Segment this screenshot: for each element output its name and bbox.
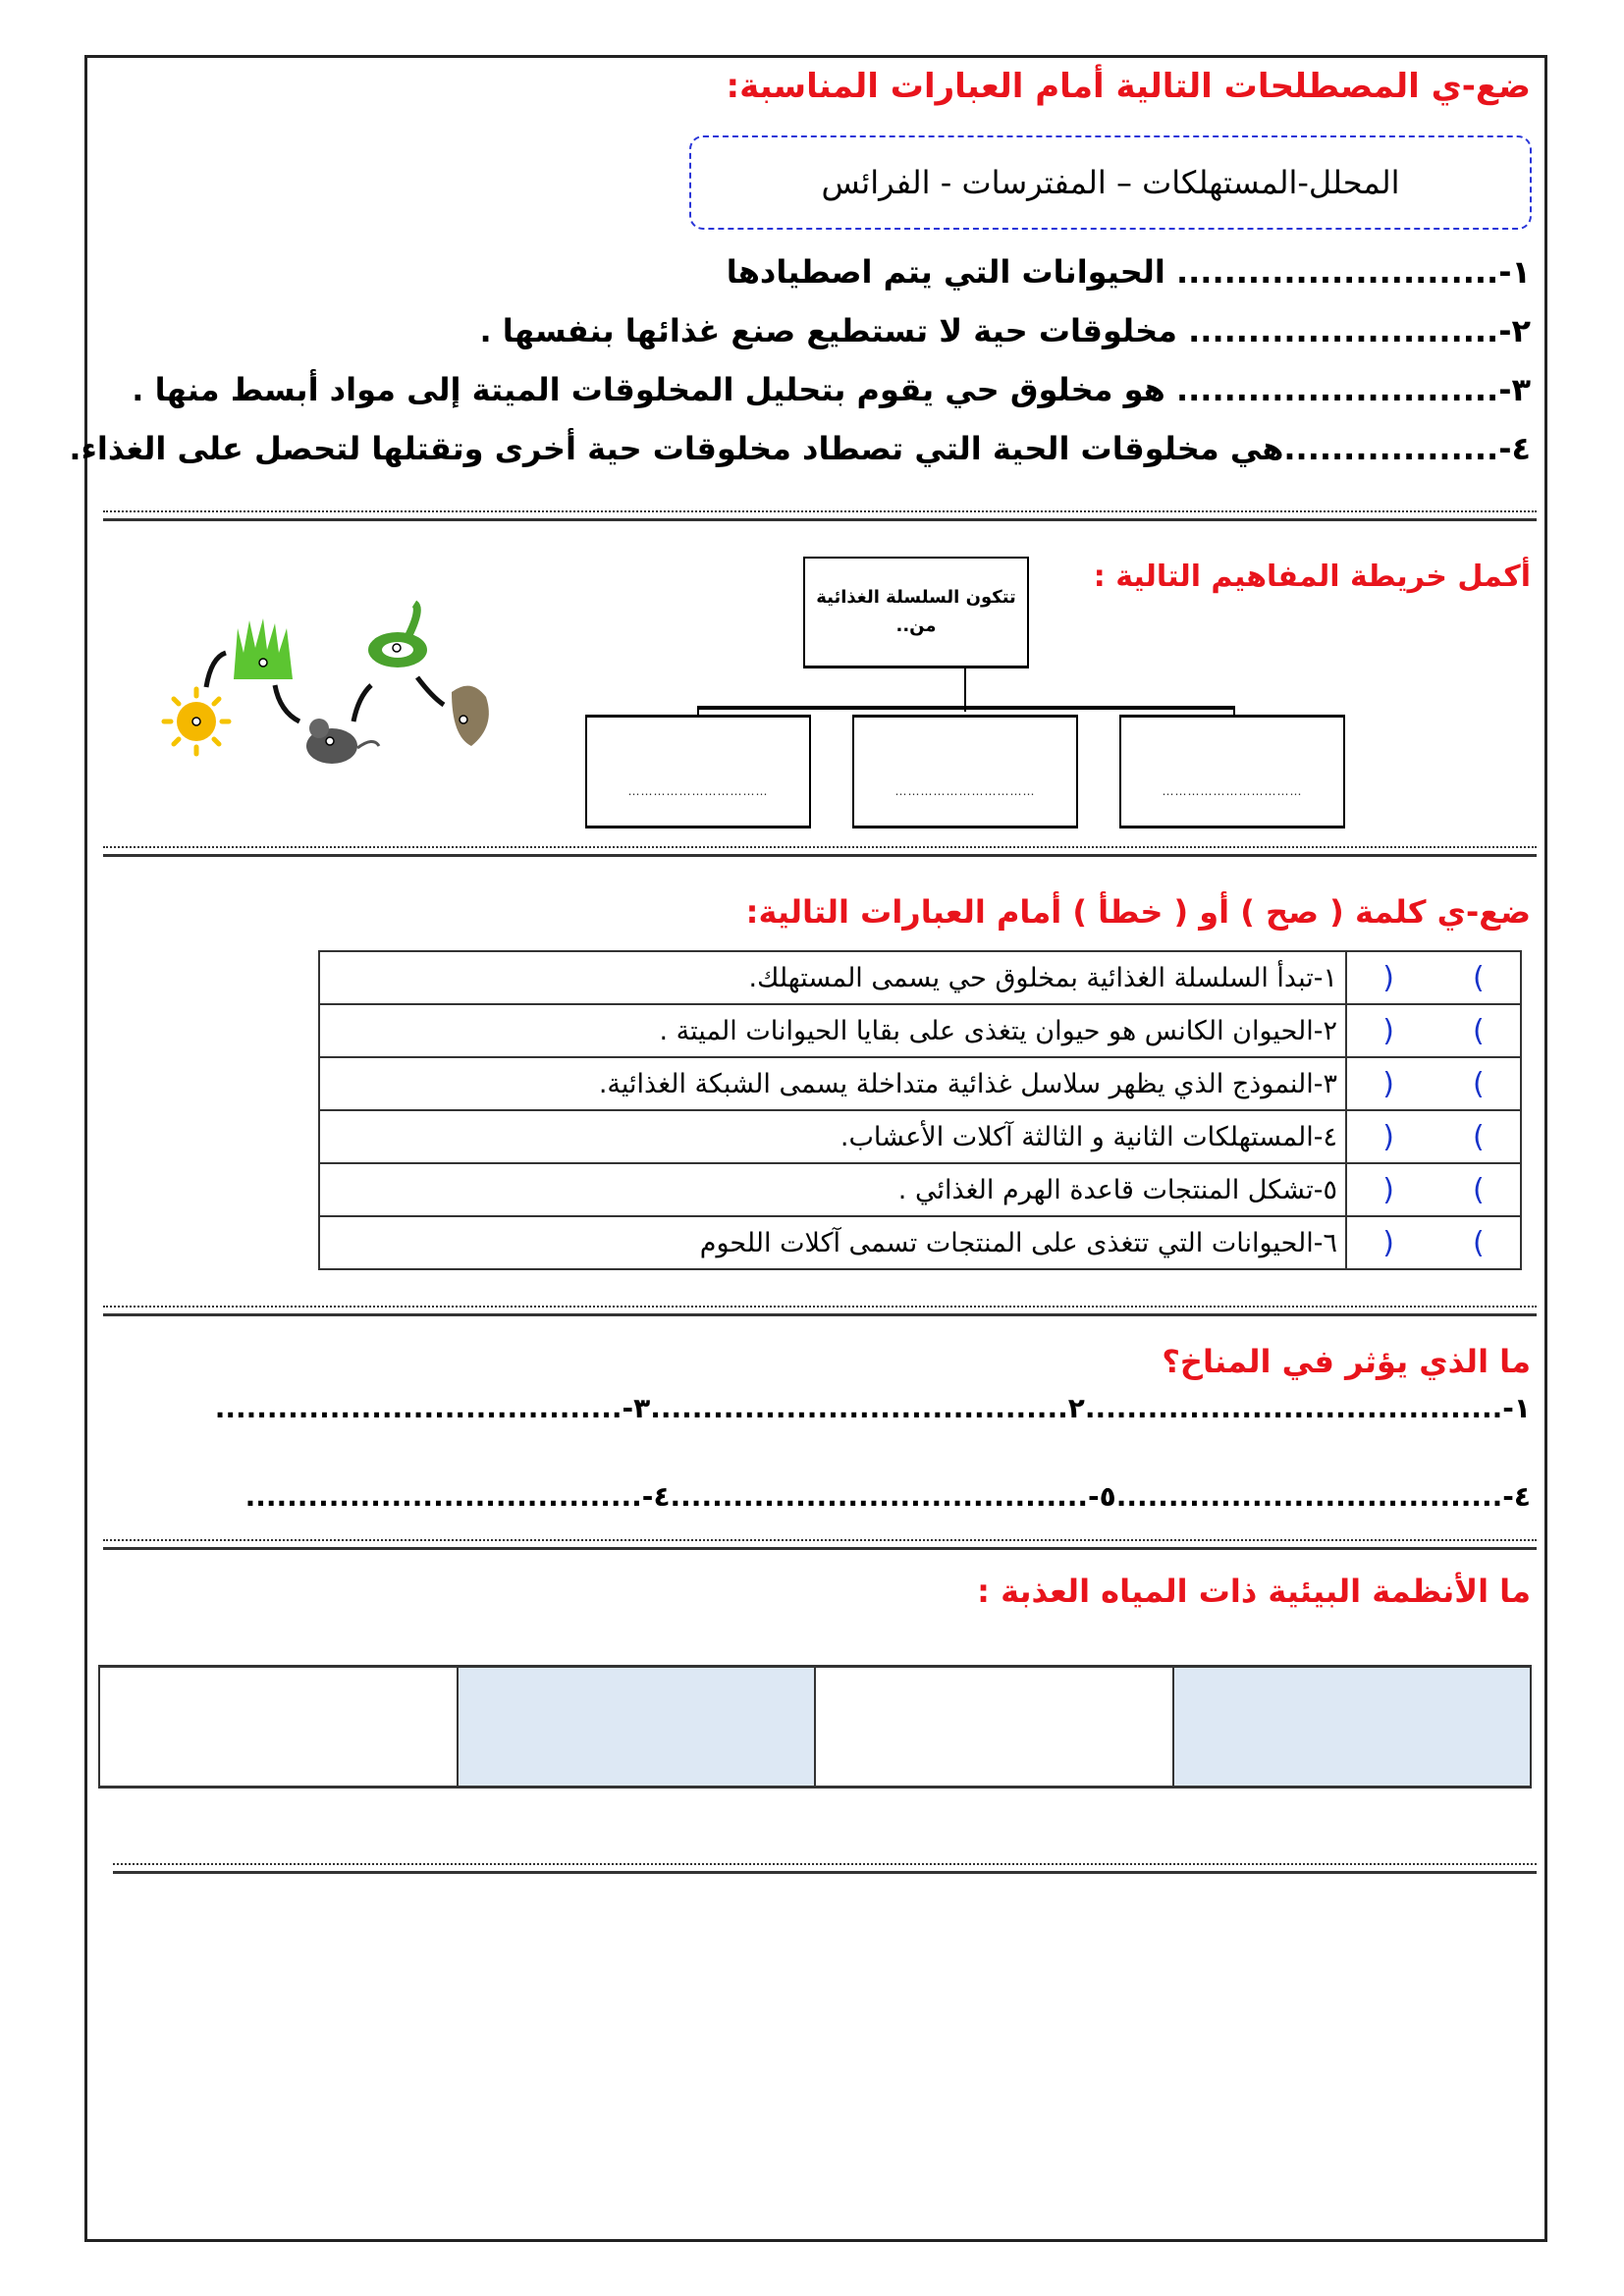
snake-icon [368,604,427,667]
section4-title: ما الذي يؤثر في المناخ؟ [1162,1343,1531,1380]
concept-box-left[interactable]: …………………………… [585,715,811,828]
answer-slot-6[interactable]: )( [1346,1216,1521,1269]
owl-icon [452,686,489,746]
answer-cell-2[interactable] [815,1667,1173,1788]
fill-question-3: ٣-........................... هو مخلوق حي يقوم بتحليل المخلوقات الميتة إلى مواد أبسط منها . [132,371,1531,408]
mouse-icon [306,719,379,764]
table-row [319,1163,1521,1216]
freshwater-ecosystems-table [98,1665,1532,1789]
concept-box-middle[interactable]: …………………………… [852,715,1078,828]
table-row [319,951,1521,1004]
section-divider [113,1863,1537,1874]
fill-question-4: ٤-..................هي مخلوقات الحية التي تصطاد مخلوقات حية أخرى وتقتلها لتحصل على الغذاء. [69,430,1531,467]
statement-1: ١-تبدأ السلسلة الغذائية بمخلوق حي يسمى المستهلك. [319,951,1346,1004]
statement-5: ٥-تشكل المنتجات قاعدة الهرم الغذائي . [319,1163,1346,1216]
section1-title: ضع-ي المصطلحات التالية أمام العبارات المناسبة: [726,67,1531,106]
word-bank: المحلل-المستهلكات – المفترسات - الفرائس [689,135,1532,230]
connector-horizontal [697,706,1235,710]
answer-cell-1[interactable] [1173,1667,1532,1788]
answer-slot-5[interactable]: )( [1346,1163,1521,1216]
answer-slot-4[interactable]: )( [1346,1110,1521,1163]
statement-2: ٢-الحيوان الكانس هو حيوان يتغذى على بقايا الحيوانات الميتة . [319,1004,1346,1057]
answer-cell-3[interactable] [458,1667,816,1788]
table-row [319,1004,1521,1057]
statement-6: ٦-الحيوانات التي تتغذى على المنتجات تسمى آكلات اللحوم [319,1216,1346,1269]
section-divider [103,1539,1537,1550]
section5-title: ما الأنظمة البيئية ذات المياه العذبة : [977,1573,1531,1610]
statement-4: ٤-المستهلكات الثانية و الثالثة آكلات الأعشاب. [319,1110,1346,1163]
answer-cell-4[interactable] [99,1667,458,1788]
concept-map-root-line1: تتكون السلسلة الغذائية [816,586,1016,608]
section2-title: أكمل خريطة المفاهيم التالية : [1093,560,1531,594]
table-row [99,1667,1531,1788]
answer-slot-1[interactable]: )( [1346,951,1521,1004]
climate-factors-row-2[interactable]: ٤-.....................................٥-........................................٤-...................................... [244,1480,1531,1513]
concept-box-right[interactable]: …………………………… [1119,715,1345,828]
section-divider [103,1306,1537,1316]
concept-map-root-line2: من.. [895,614,937,636]
section-divider [103,846,1537,857]
statement-3: ٣-النموذج الذي يظهر سلاسل غذائية متداخلة يسمى الشبكة الغذائية. [319,1057,1346,1110]
table-row [319,1057,1521,1110]
section3-title: ضع-ي كلمة ( صح ) أو ( خطأ ) أمام العبارات التالية: [745,893,1531,931]
climate-factors-row-1[interactable]: ١-........................................٢........................................٣-....................................... [214,1392,1531,1424]
fill-question-2: ٢-.......................... مخلوقات حية لا تستطيع صنع غذائها بنفسها . [479,312,1531,349]
fill-question-1: ١-........................... الحيوانات التي يتم اصطيادها [726,253,1531,291]
food-chain-illustration [157,599,511,775]
answer-slot-3[interactable]: )( [1346,1057,1521,1110]
sun-icon [164,689,229,754]
grass-icon [234,618,293,679]
section-divider [103,510,1537,521]
concept-map-root [803,557,1029,668]
answer-slot-2[interactable]: )( [1346,1004,1521,1057]
table-row [319,1216,1521,1269]
true-false-table [318,950,1522,1270]
table-row [319,1110,1521,1163]
